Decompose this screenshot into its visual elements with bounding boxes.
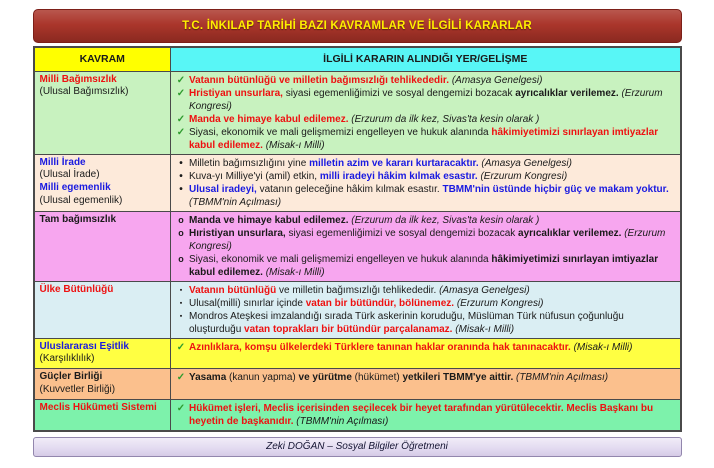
- decision-item-text: Mondros Ateşkesi imzalandığı sırada Türk askerinin koruduğu, Müslüman Türk nüfusun çoğunluğu oluşturduğu vatan toprakları bir bütündür parçalanamaz. (Misak-ı Milli): [189, 310, 624, 335]
- concept-line: (Ulusal egemenlik): [39, 194, 123, 206]
- concept-line: Tam bağımsızlık: [39, 213, 117, 225]
- check-icon: ✓: [176, 87, 186, 99]
- concept-cell: [34, 281, 171, 338]
- concept-line: Ülke Bütünlüğü: [39, 283, 114, 295]
- bullet-icon: ▪: [179, 312, 183, 320]
- decision-item: [173, 157, 676, 170]
- footer-credit: Zeki DOĞAN – Sosyal Bilgiler Öğretmeni: [33, 437, 682, 457]
- concept-cell: [34, 369, 171, 400]
- concept-line: Milli Bağımsızlık: [39, 73, 117, 85]
- decision-item: [173, 74, 676, 87]
- decision-item: [173, 310, 676, 336]
- bullet-icon: •: [179, 170, 183, 182]
- table-header: [34, 47, 681, 71]
- concept-cell: [34, 338, 171, 369]
- worksheet-content: [33, 9, 682, 457]
- decision-cell: [171, 369, 681, 400]
- decision-cell: [171, 211, 681, 281]
- decision-item-text: Vatanın bütünlüğü ve milletin bağımsızlığı tehlikededir. (Amasya Genelgesi): [189, 74, 543, 86]
- check-icon: ✓: [176, 74, 186, 86]
- decision-cell: [171, 399, 681, 431]
- decision-item: [173, 113, 676, 126]
- decision-item-text: Siyasi, ekonomik ve mali gelişmemizi engelleyen ve hukuk alanında hâkimiyetimizi sınırlayan imtiyazlar kabul edilemez. (Misak-ı Milli): [189, 126, 659, 151]
- decision-item-text: Hıristiyan unsurlara, siyasi egemenliğimizi ve sosyal dengemizi bozacak ayrıcalıklar verilemez. (Erzurum Kongresi): [189, 227, 666, 252]
- table-row-uluslararasi-esitlik: [34, 338, 681, 369]
- table-row-milli-irade: [34, 154, 681, 211]
- concept-line: Uluslararası Eşitlik: [39, 340, 129, 352]
- worksheet-page: [0, 9, 714, 468]
- table-body: [34, 71, 681, 431]
- decision-item: [173, 87, 676, 113]
- page-title: T.C. İNKILAP TARİHİ BAZI KAVRAMLAR VE İLGİLİ KARARLAR: [33, 9, 682, 43]
- header-decision: İLGİLİ KARARIN ALINDIĞI YER/GELİŞME: [171, 47, 681, 71]
- decision-item-text: Kuva-yı Milliye'yi (amil) etkin, milli iradeyi hâkim kılmak esastır. (Erzurum Kongresi): [189, 170, 568, 182]
- bullet-icon: ▪: [179, 286, 183, 294]
- decision-item-text: Ulusal iradeyi, vatanın geleceğine hâkim kılmak esastır. TBMM'nin üstünde hiçbir güç ve makam yoktur. (TBMM'nin Açılması): [189, 183, 669, 208]
- decision-cell: [171, 154, 681, 211]
- decision-item-text: Hükümet işleri, Meclis içerisinden seçilecek bir heyet tarafından yürütülecektir. Meclis Başkanı bu heyetin de başkanıdır. (TBMM'nin Açılması): [189, 402, 654, 427]
- decision-cell: [171, 71, 681, 154]
- concept-cell: [34, 154, 171, 211]
- bullet-icon: o: [178, 227, 184, 238]
- decision-item-text: Manda ve himaye kabul edilemez. (Erzurum da ilk kez, Sivas'ta kesin olarak ): [189, 113, 540, 125]
- decision-item-text: Hristiyan unsurlara, siyasi egemenliğimizi ve sosyal dengemizi bozacak ayrıcalıklar verilemez. (Erzurum Kongresi): [189, 87, 663, 112]
- table-row-meclis-hukumeti-sistemi: [34, 399, 681, 431]
- decision-item: [173, 284, 676, 297]
- decision-item-text: Siyasi, ekonomik ve mali gelişmemizi engelleyen ve hukuk alanında hâkimiyetimizi sınırlayan imtiyazlar kabul edilemez. (Misak-ı Milli): [189, 253, 659, 278]
- concept-line: (Ulusal Bağımsızlık): [39, 86, 129, 98]
- bullet-icon: •: [179, 183, 183, 195]
- bullet-icon: o: [178, 253, 184, 264]
- decision-item: [173, 126, 676, 152]
- decision-item-text: Vatanın bütünlüğü ve milletin bağımsızlığı tehlikededir. (Amasya Genelgesi): [189, 284, 530, 296]
- concept-line: (Karşılıklılık): [39, 353, 95, 365]
- table-row-milli-bagimsizlik: [34, 71, 681, 154]
- concept-line: Meclis Hükümeti Sistemi: [39, 401, 157, 413]
- bullet-icon: •: [179, 157, 183, 169]
- header-kavram: KAVRAM: [34, 47, 171, 71]
- check-icon: ✓: [176, 341, 186, 353]
- bullet-icon: o: [178, 214, 184, 225]
- bullet-icon: ▪: [179, 299, 183, 307]
- concept-cell: [34, 211, 171, 281]
- table-row-gucler-birligi: [34, 369, 681, 400]
- decision-item: [173, 227, 676, 253]
- decision-cell: [171, 281, 681, 338]
- decision-item: [173, 253, 676, 279]
- decision-item: [173, 341, 676, 354]
- table-row-ulke-butunlugu: [34, 281, 681, 338]
- decision-item: [173, 183, 676, 209]
- decision-item-text: Ulusal(milli) sınırlar içinde vatan bir bütündür, bölünemez. (Erzurum Kongresi): [189, 297, 544, 309]
- decision-item-text: Milletin bağımsızlığını yine milletin azim ve kararı kurtaracaktır. (Amasya Genelgesi): [189, 157, 572, 169]
- decision-item: [173, 214, 676, 227]
- decision-item: [173, 402, 676, 428]
- decision-item-text: Yasama (kanun yapma) ve yürütme (hükümet) yetkileri TBMM'ye aittir. (TBMM'nin Açılması): [189, 372, 609, 384]
- decision-item: [173, 371, 676, 384]
- concept-line: (Kuvvetler Birliği): [39, 383, 116, 395]
- concept-line: Milli egemenlik: [39, 182, 111, 194]
- decision-item-text: Azınlıklara, komşu ülkelerdeki Türklere tanınan haklar oranında hak tanınacaktır. (Misak-ı Milli): [189, 341, 633, 353]
- concept-cell: [34, 399, 171, 431]
- check-icon: ✓: [176, 372, 186, 384]
- table-row-tam-bagimsizlik: [34, 211, 681, 281]
- decision-cell: [171, 338, 681, 369]
- check-icon: ✓: [176, 402, 186, 414]
- concept-cell: [34, 71, 171, 154]
- decision-item: [173, 297, 676, 310]
- concept-line: Milli İrade: [39, 156, 86, 168]
- decision-item: [173, 170, 676, 183]
- check-icon: ✓: [176, 113, 186, 125]
- check-icon: ✓: [176, 126, 186, 138]
- concepts-table: [33, 46, 682, 432]
- decision-item-text: Manda ve himaye kabul edilemez. (Erzurum da ilk kez, Sivas'ta kesin olarak ): [189, 214, 540, 226]
- concept-line: Güçler Birliği: [39, 371, 103, 383]
- concept-line: (Ulusal İrade): [39, 169, 100, 181]
